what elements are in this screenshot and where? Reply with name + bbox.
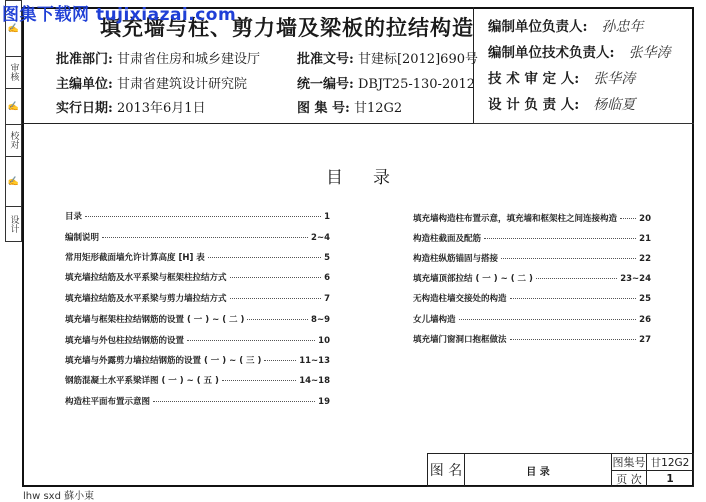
toc-entry-title: 填充墙拉结筋及水平系梁与剪力墙拉结方式 xyxy=(65,294,227,304)
toc-entry-page: 19 xyxy=(318,397,330,407)
approval-department xyxy=(56,48,260,67)
toc-entry[interactable] xyxy=(413,252,651,264)
toc-entry-page: 2~4 xyxy=(311,233,330,243)
toc-entry[interactable] xyxy=(65,334,330,346)
toc-entry-title: 填充墙构造柱布置示意，填充墙和框架柱之间连接构造 xyxy=(413,214,618,224)
leader-dots xyxy=(247,319,308,320)
atlas-number xyxy=(297,97,402,116)
leader-dots xyxy=(536,278,617,279)
toc-entry-title: 填充墙顶部拉结 ( 一 ) ~ ( 二 ) xyxy=(413,274,533,284)
field-label: 批准部门: xyxy=(56,52,113,67)
toc-entry-page: 21 xyxy=(639,234,651,244)
toc-entry-title: 编制说明 xyxy=(65,233,100,243)
field-value: 甘肃省建筑设计研究院 xyxy=(116,77,247,92)
toc-entry-title: 构造柱平面布置示意图 xyxy=(65,397,151,407)
leader-dots xyxy=(230,298,322,299)
field-value: 2013年6月1日 xyxy=(116,101,206,116)
field-label: 设 计 负 责 人: xyxy=(488,97,580,113)
technical-reviewer xyxy=(488,67,635,88)
toc-entry-page: 25 xyxy=(639,294,651,304)
responsible-tech-head xyxy=(488,41,670,62)
leader-dots xyxy=(459,319,637,320)
toc-entry[interactable] xyxy=(65,374,330,386)
footer-note: lhw sxd 蘇小東 xyxy=(23,491,95,502)
title-block-page-number: 1 xyxy=(646,470,694,487)
design-lead xyxy=(488,93,635,114)
side-cell-signature: ✍ xyxy=(6,88,21,125)
signature-image: 张华涛 xyxy=(628,45,671,61)
title-block-page-label: 页 次 xyxy=(611,470,647,487)
toc-entry-page: 6 xyxy=(324,273,330,283)
watermark-text: 图集下载网 tujixiazai.com xyxy=(2,5,237,25)
toc-entry-title: 女儿墙构造 xyxy=(413,315,456,325)
field-label: 编制单位负责人: xyxy=(488,19,588,35)
toc-entry[interactable] xyxy=(65,395,330,407)
toc-entry-title: 填充墙与外露剪力墙拉结钢筋的设置 ( 一 ) ~ ( 三 ) xyxy=(65,356,262,366)
toc-entry-page: 10 xyxy=(318,336,330,346)
signature-image: 杨临夏 xyxy=(593,97,636,113)
toc-entry-title: 填充墙与外包柱拉结钢筋的设置 xyxy=(65,336,185,346)
toc-entry-page: 11~13 xyxy=(299,356,330,366)
approval-document-no xyxy=(297,48,478,67)
toc-heading: 目录 xyxy=(326,168,420,188)
field-value: DBJT25-130-2012 xyxy=(357,77,476,92)
leader-dots xyxy=(620,218,636,219)
editor-unit xyxy=(56,73,247,92)
leader-dots xyxy=(85,216,321,217)
toc-entry-title: 目录 xyxy=(65,212,83,222)
toc-entry[interactable] xyxy=(65,210,330,222)
toc-entry[interactable] xyxy=(413,212,651,224)
leader-dots xyxy=(501,258,636,259)
toc-entry-page: 5 xyxy=(324,253,330,263)
toc-entry-title: 无构造柱墙交接处的构造 xyxy=(413,294,507,304)
side-cell-design: 设计 xyxy=(8,214,19,233)
title-block-atlas-label: 图集号 xyxy=(611,453,647,471)
document-title: 填充墙与柱、剪力墙及梁板的拉结构造 xyxy=(100,15,474,40)
toc-entry-title: 填充墙与框架柱拉结钢筋的设置 ( 一 ) ~ ( 二 ) xyxy=(65,315,245,325)
field-label: 主编单位: xyxy=(56,77,113,92)
responsible-unit-head xyxy=(488,15,643,36)
field-label: 统一编号: xyxy=(297,77,354,92)
title-block-name: 目 录 xyxy=(464,453,612,487)
toc-entry[interactable] xyxy=(413,313,651,325)
toc-entry[interactable] xyxy=(65,271,330,283)
title-block-atlas-number: 甘12G2 xyxy=(646,453,694,471)
side-cell-review: 审核 xyxy=(6,56,21,89)
effective-date xyxy=(56,97,206,116)
toc-entry-page: 1 xyxy=(324,212,330,222)
leader-dots xyxy=(264,360,296,361)
toc-entry[interactable] xyxy=(413,272,651,284)
toc-entry-page: 27 xyxy=(639,335,651,345)
toc-entry-page: 22 xyxy=(639,254,651,264)
toc-entry-title: 填充墙门窗洞口抱框做法 xyxy=(413,335,507,345)
toc-entry-page: 8~9 xyxy=(311,315,330,325)
side-cell-proofread: 校对 xyxy=(6,124,21,157)
toc-entry[interactable] xyxy=(65,231,330,243)
toc-entry-page: 26 xyxy=(639,315,651,325)
toc-entry-title: 常用矩形截面墙允许计算高度 [H] 表 xyxy=(65,253,205,263)
toc-entry-page: 7 xyxy=(324,294,330,304)
header-divider-line xyxy=(22,123,473,124)
toc-entry[interactable] xyxy=(65,292,330,304)
field-label: 实行日期: xyxy=(56,101,113,116)
toc-entry[interactable] xyxy=(65,354,330,366)
leader-dots xyxy=(187,340,315,341)
toc-entry-title: 构造柱截面及配筋 xyxy=(413,234,482,244)
field-label: 批准文号: xyxy=(297,52,354,67)
leader-dots xyxy=(510,339,637,340)
field-label: 编制单位技术负责人: xyxy=(488,45,615,61)
field-value: 甘肃省住房和城乡建设厅 xyxy=(116,52,260,67)
toc-entry[interactable] xyxy=(65,313,330,325)
toc-entry[interactable] xyxy=(413,232,651,244)
field-label: 技 术 审 定 人: xyxy=(488,71,580,87)
leader-dots xyxy=(484,238,636,239)
toc-entry[interactable] xyxy=(413,333,651,345)
toc-entry[interactable] xyxy=(413,292,651,304)
side-signature-strip xyxy=(5,0,22,242)
toc-entry-page: 23~24 xyxy=(620,274,651,284)
field-value: 甘建标[2012]690号 xyxy=(357,52,478,67)
field-label: 图 集 号: xyxy=(297,101,350,116)
toc-entry-title: 钢筋混凝土水平系梁详图 ( 一 ) ~ ( 五 ) xyxy=(65,376,219,386)
title-block-name-label: 图 名 xyxy=(427,453,465,487)
header-divider-line xyxy=(473,123,694,124)
leader-dots xyxy=(230,277,322,278)
field-value: 甘12G2 xyxy=(354,101,403,116)
toc-entry-title: 构造柱纵筋锚固与搭接 xyxy=(413,254,499,264)
leader-dots xyxy=(153,401,315,402)
leader-dots xyxy=(510,298,637,299)
leader-dots xyxy=(208,257,321,258)
signature-image: 孙忠年 xyxy=(601,19,644,35)
leader-dots xyxy=(222,380,296,381)
toc-entry-page: 20 xyxy=(639,214,651,224)
toc-entry-title: 填充墙拉结筋及水平系梁与框架柱拉结方式 xyxy=(65,273,227,283)
leader-dots xyxy=(102,237,308,238)
side-cell-signature: ✍ xyxy=(6,156,21,207)
toc-entry-page: 14~18 xyxy=(299,376,330,386)
side-cell-signature: ✍ xyxy=(6,1,21,57)
toc-entry[interactable] xyxy=(65,251,330,263)
signature-image: 张华涛 xyxy=(593,71,636,87)
unified-number xyxy=(297,73,475,92)
